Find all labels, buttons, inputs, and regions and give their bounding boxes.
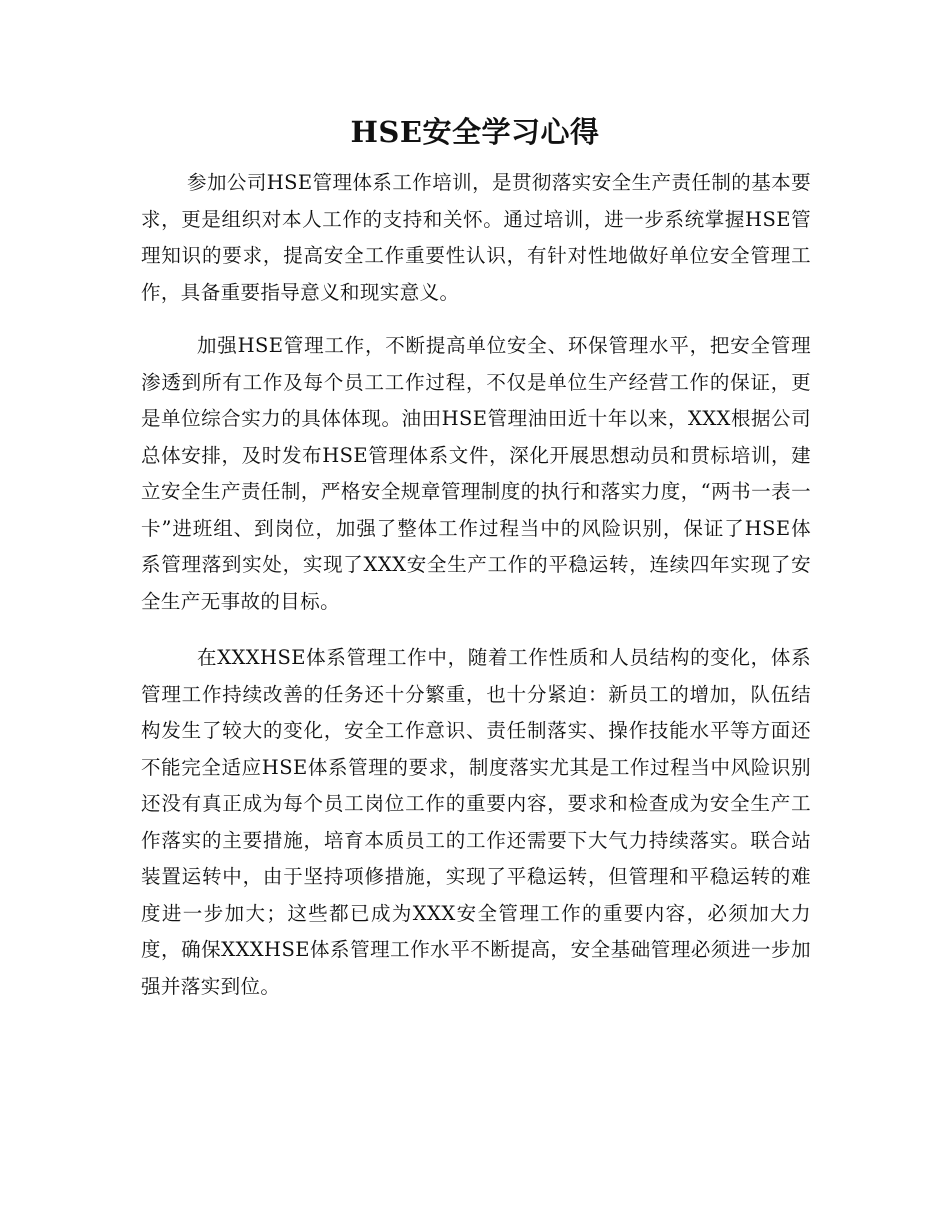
document-title: HSE安全学习心得 [350, 115, 600, 149]
paragraph-1: 参加公司HSE管理体系工作培训，是贯彻落实安全生产责任制的基本要求，更是组织对本人工作的支持和关怀。通过培训，进一步系统掌握HSE管理知识的要求，提高安全工作重要性认识，有针对性地做好单位安全管理工作，具备重要指导意义和现实意义。 [141, 171, 811, 304]
paragraph-3: 在XXXHSE体系管理工作中，随着工作性质和人员结构的变化，体系管理工作持续改善的任务还十分繁重，也十分紧迫：新员工的增加，队伍结构发生了较大的变化，安全工作意识、责任制落实、操作技能水平等方面还不能完全适应HSE体系管理的要求，制度落实尤其是工作过程当中风险识别还没有真正成为每个员工岗位工作的重要内容，要求和检查成为安全生产工作落实的主要措施，培育本质员工的工作还需要下大气力持续落实。联合站装置运转中，由于坚持项修措施，实现了平稳运转，但管理和平稳运转的难度进一步加大；这些都已成为XXX安全管理工作的重要内容，必须加大力度，确保XXXHSE体系管理工作水平不断提高，安全基础管理必须进一步加强并落实到位。 [141, 646, 811, 998]
paragraph-2: 加强HSE管理工作，不断提高单位安全、环保管理水平，把安全管理渗透到所有工作及每个员工工作过程，不仅是单位生产经营工作的保证，更是单位综合实力的具体体现。油田HSE管理油田近十年以来，XXX根据公司总体安排，及时发布HSE管理体系文件，深化开展思想动员和贯标培训，建立安全生产责任制，严格安全规章管理制度的执行和落实力度，“两书一表一卡”进班组、到岗位，加强了整体工作过程当中的风险识别，保证了HSE体系管理落到实处，实现了XXX安全生产工作的平稳运转，连续四年实现了安全生产无事故的目标。 [141, 334, 811, 613]
